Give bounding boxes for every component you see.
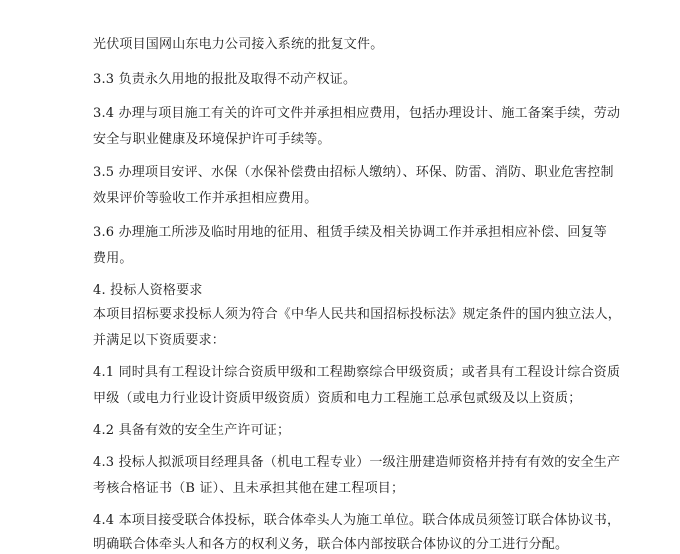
- text-line-18: 明确联合体牵头人和各方的权利义务，联合体内部按联合体协议的分工进行分配。: [93, 537, 569, 552]
- text-line-7: 3.6 办理施工所涉及临时用地的征用、租赁手续及相关协调工作并承担相应补偿、回复等: [93, 225, 608, 240]
- text-line-1: 光伏项目国网山东电力公司接入系统的批复文件。: [93, 37, 384, 52]
- text-line-16: 考核合格证书（B 证）、且未承担其他在建工程项目；: [93, 481, 405, 496]
- text-line-13: 甲级（或电力行业设计资质甲级资质）资质和电力工程施工总承包贰级及以上资质；: [93, 391, 582, 406]
- text-line-5: 3.5 办理项目安评、水保（水保补偿费由招标人缴纳）、环保、防雷、消防、职业危害控制: [93, 165, 614, 180]
- text-line-12: 4.1 同时具有工程设计综合资质甲级和工程勘察综合甲级资质；或者具有工程设计综合资质: [93, 365, 621, 380]
- text-line-3: 3.4 办理与项目施工有关的许可文件并承担相应费用，包括办理设计、施工备案手续，劳动: [93, 106, 621, 121]
- text-line-8: 费用。: [93, 251, 133, 266]
- text-line-11: 并满足以下资质要求：: [93, 333, 226, 348]
- text-line-6: 效果评价等验收工作并承担相应费用。: [93, 191, 318, 206]
- text-line-14: 4.2 具备有效的安全生产许可证；: [93, 423, 291, 438]
- section-heading-qualifications: 4. 投标人资格要求: [93, 283, 203, 298]
- text-line-10: 本项目招标要求投标人须为符合《中华人民共和国招标投标法》规定条件的国内独立法人，: [93, 307, 622, 322]
- text-line-2: 3.3 负责永久用地的报批及取得不动产权证。: [93, 72, 357, 87]
- text-line-15: 4.3 投标人拟派项目经理具备（机电工程专业）一级注册建造师资格并持有有效的安全生产: [93, 455, 621, 470]
- text-line-4: 安全与职业健康及环境保护许可手续等。: [93, 132, 331, 147]
- text-line-17: 4.4 本项目接受联合体投标，联合体牵头人为施工单位。联合体成员须签订联合体协议书，: [93, 513, 621, 528]
